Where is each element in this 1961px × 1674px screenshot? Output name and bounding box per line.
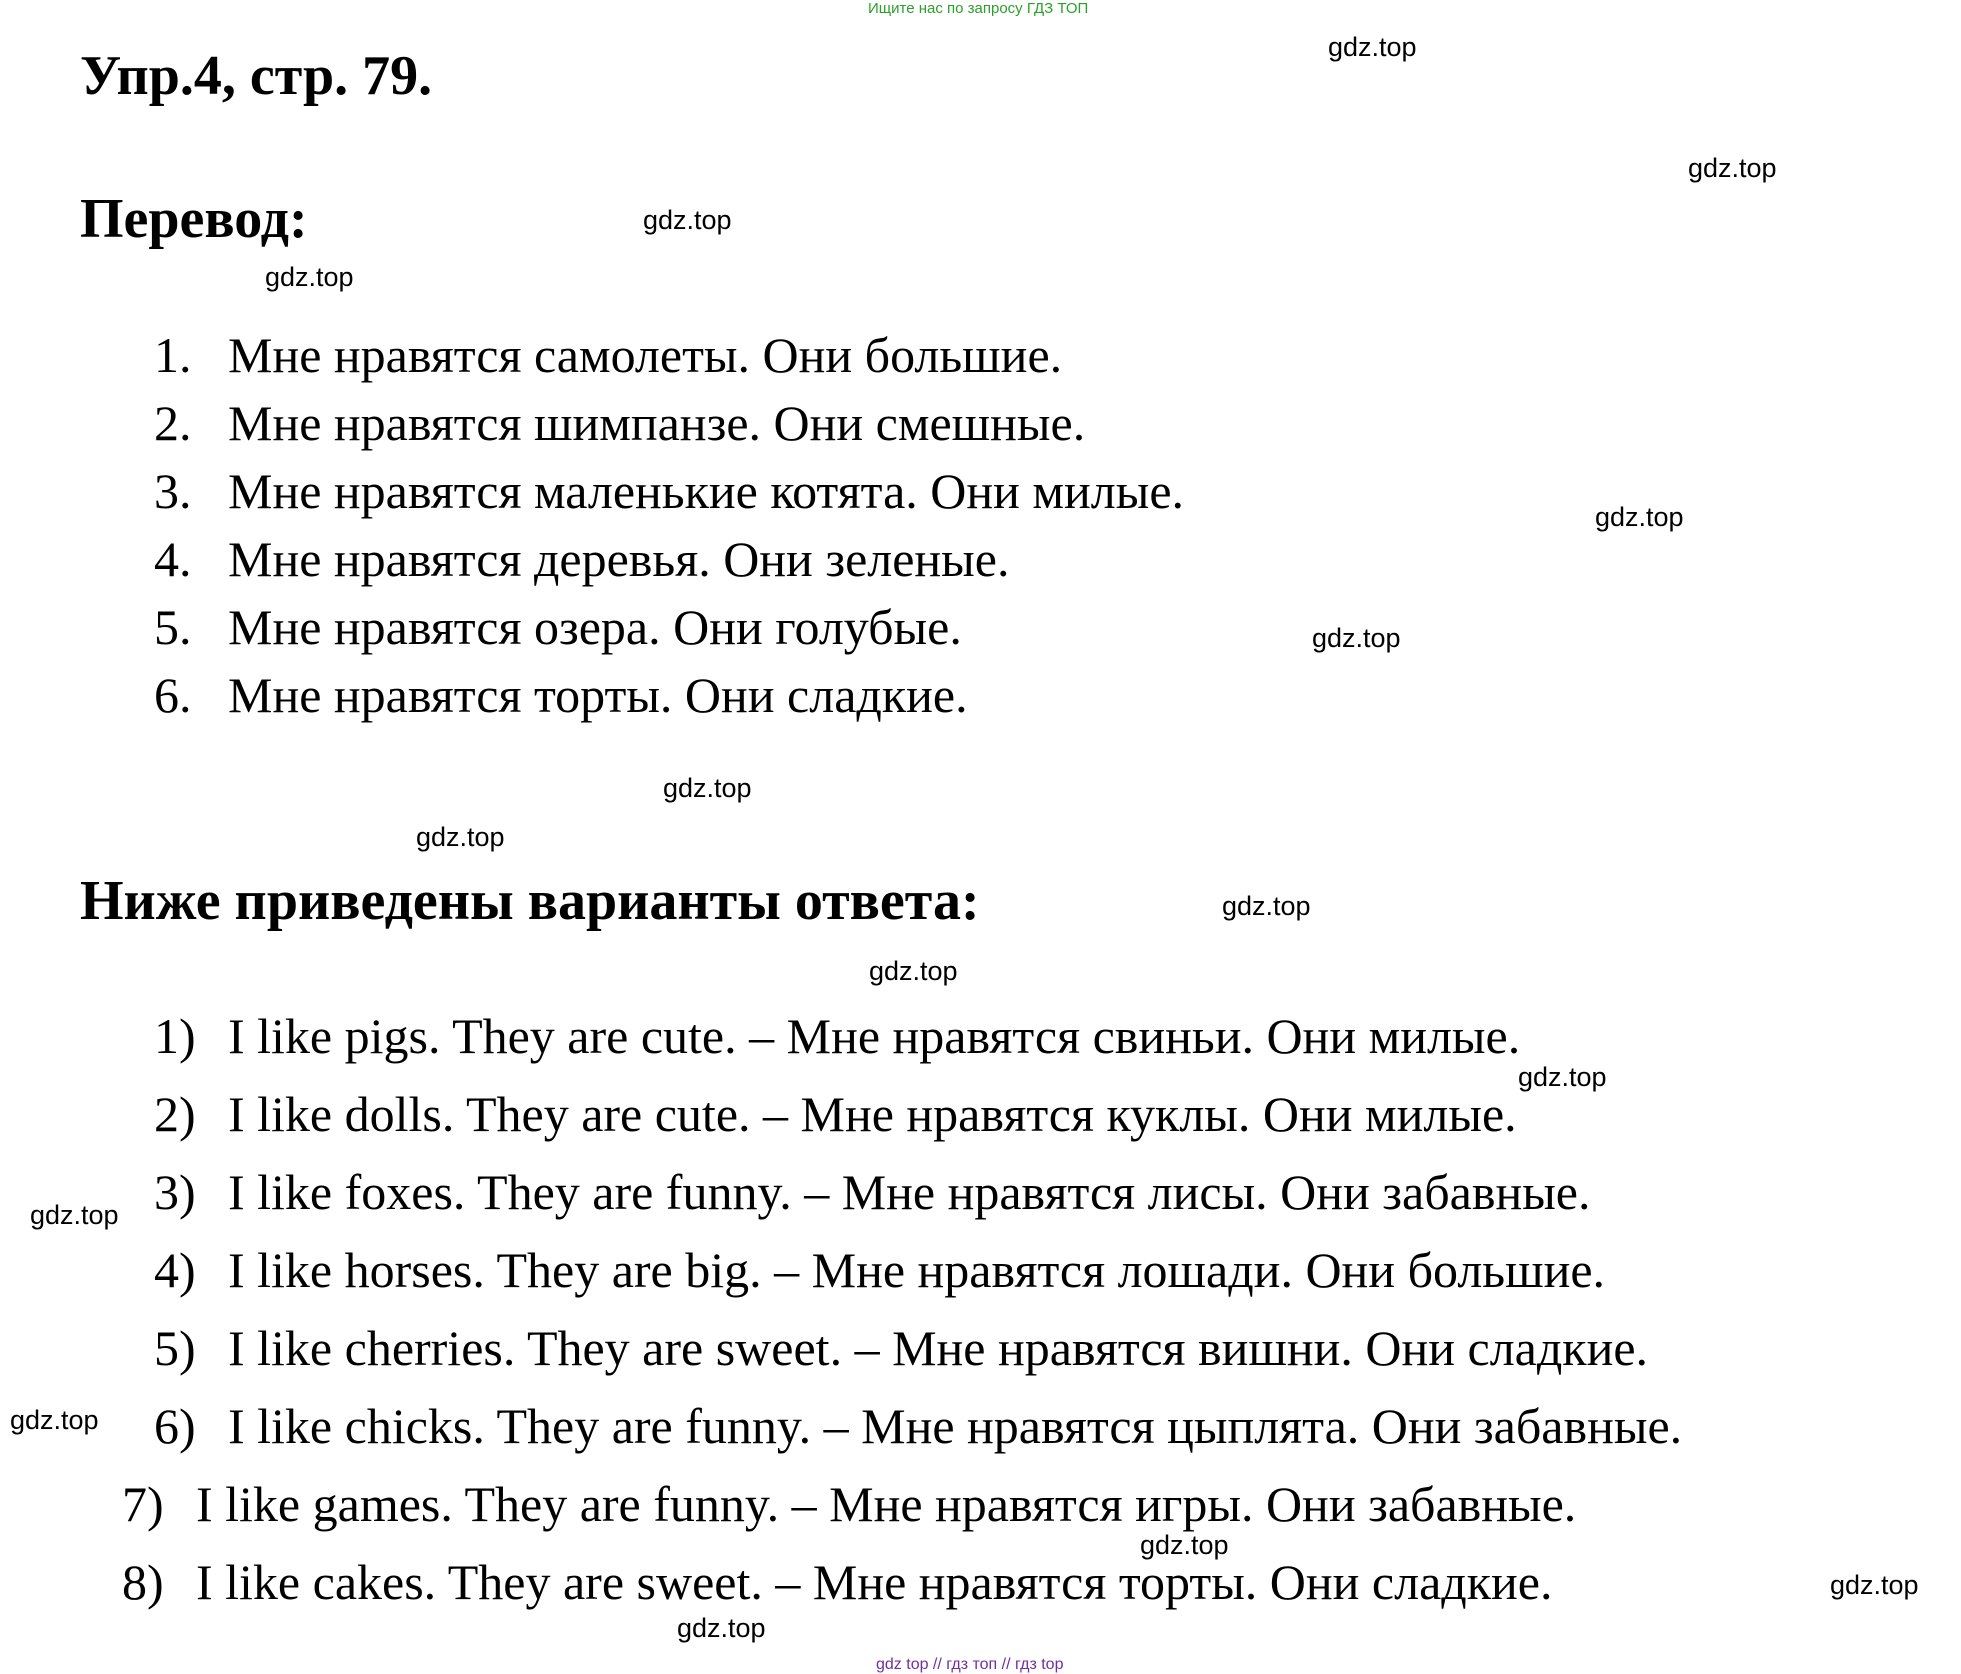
item-text: I like pigs. They are cute. – Мне нравятся свиньи. Они милые. [228, 1008, 1521, 1064]
watermark: gdz.top [869, 956, 958, 986]
answer-item [154, 1242, 1606, 1298]
answer-item [154, 1086, 1517, 1142]
top-banner: Ищите нас по запросу ГДЗ ТОП [868, 0, 1089, 17]
item-text: Мне нравятся самолеты. Они большие. [228, 327, 1063, 383]
item-text: Мне нравятся шимпанзе. Они смешные. [228, 395, 1086, 451]
item-number: 5) [154, 1320, 196, 1376]
item-number: 7) [122, 1476, 164, 1532]
item-number: 3. [154, 463, 192, 519]
item-text: I like horses. They are big. – Мне нравятся лошади. Они большие. [228, 1242, 1606, 1298]
watermark: gdz.top [1328, 32, 1417, 62]
item-text: I like cakes. They are sweet. – Мне нравятся торты. Они сладкие. [196, 1554, 1553, 1610]
item-number: 2. [154, 395, 192, 451]
answer-item [154, 1398, 1683, 1454]
answer-item [122, 1554, 1553, 1610]
item-text: I like cherries. They are sweet. – Мне нравятся вишни. Они сладкие. [228, 1320, 1649, 1376]
watermark: gdz.top [10, 1405, 99, 1435]
answer-item [154, 1164, 1591, 1220]
item-number: 1. [154, 327, 192, 383]
watermark: gdz.top [265, 262, 354, 292]
item-number: 6. [154, 667, 192, 723]
item-text: I like games. They are funny. – Мне нравятся игры. Они забавные. [196, 1476, 1577, 1532]
answers-heading: Ниже приведены варианты ответа: [80, 870, 980, 932]
watermark: gdz.top [1830, 1570, 1919, 1600]
watermark: gdz.top [1222, 891, 1311, 921]
answer-item [122, 1476, 1577, 1532]
watermark: gdz.top [1518, 1062, 1607, 1092]
watermark: gdz.top [1688, 153, 1777, 183]
translation-item [154, 667, 968, 723]
answer-item [154, 1320, 1649, 1376]
watermark: gdz.top [677, 1613, 766, 1643]
answer-item [154, 1008, 1521, 1064]
translation-item [154, 599, 962, 655]
item-number: 4) [154, 1242, 196, 1298]
item-number: 2) [154, 1086, 196, 1142]
item-number: 3) [154, 1164, 196, 1220]
item-number: 4. [154, 531, 192, 587]
watermark: gdz.top [30, 1200, 119, 1230]
item-text: Мне нравятся озера. Они голубые. [228, 599, 962, 655]
item-text: I like dolls. They are cute. – Мне нравятся куклы. Они милые. [228, 1086, 1517, 1142]
watermark: gdz.top [643, 205, 732, 235]
item-text: Мне нравятся маленькие котята. Они милые. [228, 463, 1185, 519]
watermark: gdz.top [1312, 623, 1401, 653]
watermark: gdz.top [663, 773, 752, 803]
translation-item [154, 327, 1063, 383]
item-text: I like chicks. They are funny. – Мне нравятся цыплята. Они забавные. [228, 1398, 1683, 1454]
watermark: gdz.top [416, 822, 505, 852]
item-number: 8) [122, 1554, 164, 1610]
footer-watermark: gdz top // гдз топ // гдз top [876, 1656, 1064, 1673]
translation-item [154, 395, 1086, 451]
exercise-title: Упр.4, стр. 79. [80, 45, 433, 107]
translation-heading: Перевод: [80, 188, 308, 250]
translation-item [154, 463, 1185, 519]
item-number: 1) [154, 1008, 196, 1064]
watermark: gdz.top [1140, 1530, 1229, 1560]
item-number: 6) [154, 1398, 196, 1454]
item-text: Мне нравятся торты. Они сладкие. [228, 667, 968, 723]
watermark: gdz.top [1595, 502, 1684, 532]
item-number: 5. [154, 599, 192, 655]
item-text: I like foxes. They are funny. – Мне нравятся лисы. Они забавные. [228, 1164, 1591, 1220]
item-text: Мне нравятся деревья. Они зеленые. [228, 531, 1010, 587]
translation-item [154, 531, 1010, 587]
